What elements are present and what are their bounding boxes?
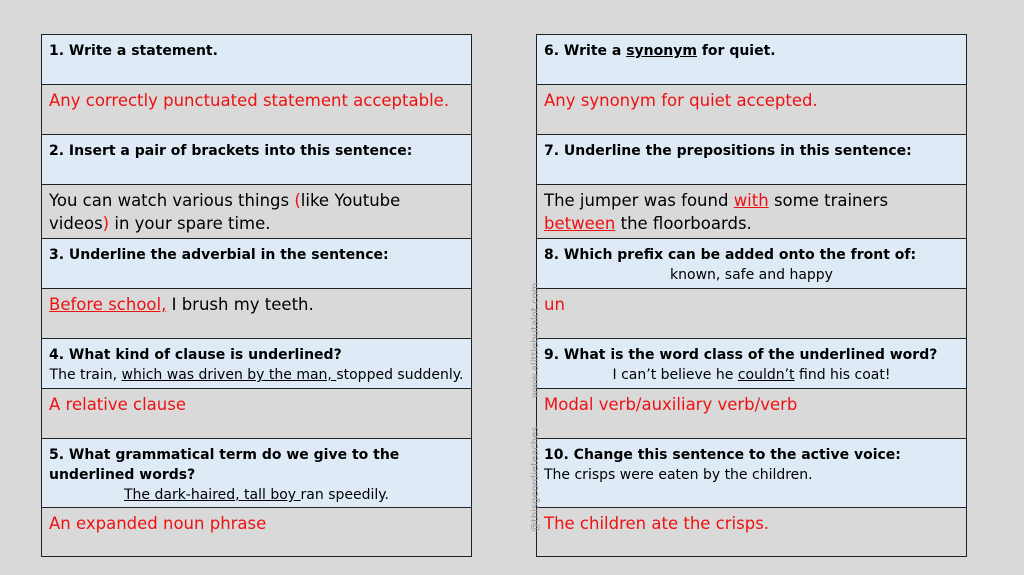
- q8-answer-text: un: [544, 295, 565, 314]
- q3-question-text: 3. Underline the adverbial in the sentence:: [49, 247, 389, 263]
- q4-answer-text: A relative clause: [49, 395, 186, 414]
- q1-question: [42, 35, 472, 85]
- q7-answer: [537, 185, 967, 239]
- q4-sentence-underlined: which was driven by the man,: [121, 367, 337, 383]
- q8-words: known, safe and happy: [670, 267, 833, 283]
- q6-question-end: for quiet.: [696, 43, 776, 59]
- q6-answer: [537, 85, 967, 135]
- q6-answer-text: Any synonym for quiet accepted.: [544, 91, 818, 110]
- q5-sentence: [49, 485, 464, 505]
- q9-question-text: 9. What is the word class of the underlined word?: [544, 347, 938, 363]
- q2-answer: [42, 185, 472, 239]
- q5-question: [42, 439, 472, 508]
- q7-answer-2: some trainers: [768, 191, 889, 210]
- handle-watermark: @thisgeordieteaches: [530, 426, 541, 532]
- q2-answer-mid: like Youtube videos: [49, 191, 401, 233]
- q3-answer: [42, 289, 472, 339]
- q4-answer: [42, 389, 472, 439]
- q2-answer-open: You can watch various things: [49, 191, 295, 210]
- q4-sentence: [49, 365, 464, 385]
- q4-question-text: 4. What kind of clause is underlined?: [49, 347, 342, 363]
- q5-answer: [42, 508, 472, 557]
- q5-sentence-end: ran speedily.: [300, 487, 390, 503]
- q9-sentence-underlined: couldn’t: [737, 367, 795, 383]
- q3-answer-rest: I brush my teeth.: [166, 295, 314, 314]
- q5-question-text: 5. What grammatical term do we give to the underlined words?: [49, 447, 400, 483]
- q9-question: [537, 339, 967, 389]
- q3-question: [42, 239, 472, 289]
- q9-answer-text: Modal verb/auxiliary verb/verb: [544, 395, 798, 414]
- q2-answer-close: in your spare time.: [109, 214, 271, 233]
- q10-question-text: 10. Change this sentence to the active voice:: [544, 447, 901, 463]
- q2-bracket-close: ): [102, 214, 110, 233]
- q8-question: [537, 239, 967, 289]
- site-watermark: www.alittlebutalot.com: [530, 282, 541, 398]
- q6-question-start: 6. Write a: [544, 43, 627, 59]
- q8-question-text: 8. Which prefix can be added onto the front of:: [544, 247, 917, 263]
- q10-question: [537, 439, 967, 508]
- q7-answer-1: The jumper was found: [544, 191, 734, 210]
- q4-sentence-end: stopped suddenly.: [336, 367, 464, 383]
- q2-bracket-open: (: [294, 191, 301, 210]
- q7-preposition-1: with: [733, 191, 769, 210]
- q2-question: [42, 135, 472, 185]
- q9-answer: [537, 389, 967, 439]
- q1-answer: [42, 85, 472, 135]
- q2-question-text: 2. Insert a pair of brackets into this sentence:: [49, 143, 413, 159]
- q3-answer-underlined: Before school,: [49, 295, 167, 314]
- q7-preposition-2: between: [544, 214, 616, 233]
- q6-question: [537, 35, 967, 85]
- q9-sentence-start: I can’t believe he: [612, 367, 738, 383]
- q5-answer-text: An expanded noun phrase: [49, 514, 267, 533]
- q8-answer: [537, 289, 967, 339]
- q4-sentence-start: The train,: [49, 367, 122, 383]
- q9-sentence-end: find his coat!: [794, 367, 891, 383]
- left-question-table: [41, 34, 472, 557]
- q6-question-underlined: synonym: [626, 43, 697, 59]
- q5-sentence-underlined: The dark-haired, tall boy: [123, 487, 301, 503]
- q9-sentence: [544, 365, 959, 385]
- q7-question: [537, 135, 967, 185]
- q4-question: [42, 339, 472, 389]
- q1-answer-text: Any correctly punctuated statement acceptable.: [49, 91, 450, 110]
- q10-sentence: The crisps were eaten by the children.: [544, 467, 813, 483]
- q7-answer-3: the floorboards.: [615, 214, 752, 233]
- q7-question-text: 7. Underline the prepositions in this sentence:: [544, 143, 912, 159]
- q10-answer: [537, 508, 967, 557]
- q10-answer-text: The children ate the crisps.: [544, 514, 770, 533]
- q1-question-text: 1. Write a statement.: [49, 43, 218, 59]
- right-question-table: [536, 34, 967, 557]
